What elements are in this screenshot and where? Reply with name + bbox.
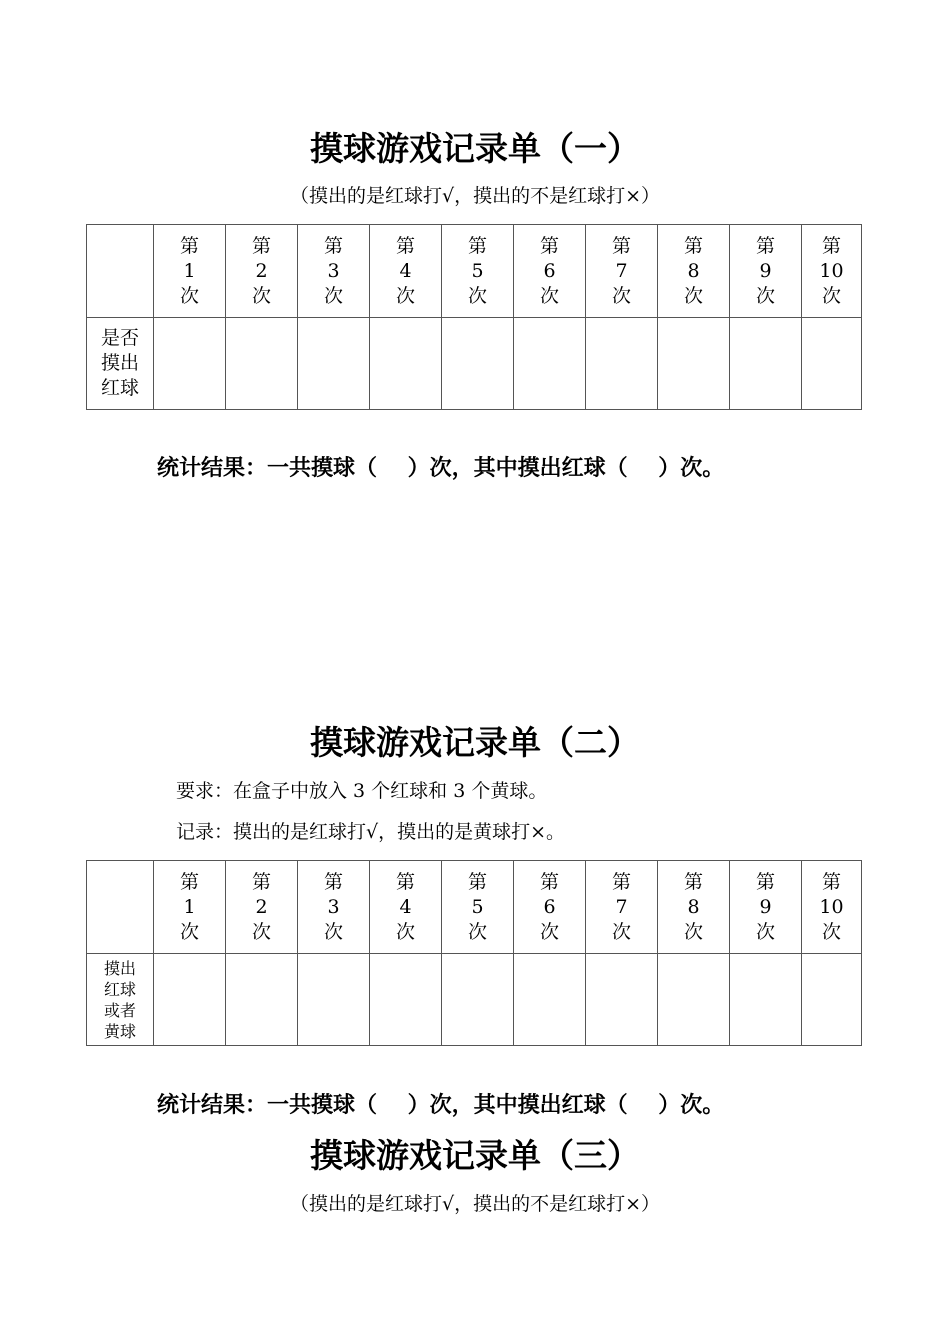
column-header: 第 9 次 xyxy=(730,861,802,954)
column-header: 第 3 次 xyxy=(298,861,370,954)
column-header: 第 1 次 xyxy=(154,861,226,954)
column-header: 第 6 次 xyxy=(514,861,586,954)
corner-cell xyxy=(87,225,154,318)
entry-cell[interactable] xyxy=(802,954,862,1046)
entry-cell[interactable] xyxy=(442,954,514,1046)
entry-cell[interactable] xyxy=(370,954,442,1046)
sheet2-record-table xyxy=(86,860,862,1046)
entry-cell[interactable] xyxy=(514,954,586,1046)
table-row xyxy=(87,954,862,1046)
corner-cell xyxy=(87,861,154,954)
column-header: 第 8 次 xyxy=(658,225,730,318)
sheet1-summary: 统计结果：一共摸球（ ）次，其中摸出红球（ ）次。 xyxy=(157,455,725,481)
column-header: 第 4 次 xyxy=(370,225,442,318)
column-header: 第 8 次 xyxy=(658,861,730,954)
row-label: 摸出 红球 或者 黄球 xyxy=(87,954,154,1046)
entry-cell[interactable] xyxy=(802,318,862,410)
entry-cell[interactable] xyxy=(226,318,298,410)
sheet3-instruction: （摸出的是红球打√，摸出的不是红球打×） xyxy=(289,1193,661,1215)
entry-cell[interactable] xyxy=(586,954,658,1046)
entry-cell[interactable] xyxy=(658,318,730,410)
table-header-row xyxy=(87,861,862,954)
entry-cell[interactable] xyxy=(370,318,442,410)
column-header: 第 10 次 xyxy=(802,225,862,318)
entry-cell[interactable] xyxy=(586,318,658,410)
sheet1-instruction: （摸出的是红球打√，摸出的不是红球打×） xyxy=(289,185,661,207)
column-header: 第 1 次 xyxy=(154,225,226,318)
column-header: 第 10 次 xyxy=(802,861,862,954)
entry-cell[interactable] xyxy=(514,318,586,410)
sheet2-summary: 统计结果：一共摸球（ ）次，其中摸出红球（ ）次。 xyxy=(157,1092,725,1118)
entry-cell[interactable] xyxy=(730,318,802,410)
column-header: 第 6 次 xyxy=(514,225,586,318)
column-header: 第 5 次 xyxy=(442,225,514,318)
column-header: 第 3 次 xyxy=(298,225,370,318)
sheet3-title: 摸球游戏记录单（三） xyxy=(310,1136,640,1175)
column-header: 第 2 次 xyxy=(226,861,298,954)
entry-cell[interactable] xyxy=(298,318,370,410)
column-header: 第 2 次 xyxy=(226,225,298,318)
entry-cell[interactable] xyxy=(730,954,802,1046)
sheet1-record-table xyxy=(86,224,862,410)
entry-cell[interactable] xyxy=(226,954,298,1046)
sheet2-requirement: 要求：在盒子中放入 3 个红球和 3 个黄球。 xyxy=(176,780,548,802)
column-header: 第 5 次 xyxy=(442,861,514,954)
row-label: 是否 摸出 红球 xyxy=(87,318,154,410)
entry-cell[interactable] xyxy=(298,954,370,1046)
entry-cell[interactable] xyxy=(658,954,730,1046)
sheet2-record-rule: 记录：摸出的是红球打√，摸出的是黄球打×。 xyxy=(176,821,566,843)
column-header: 第 7 次 xyxy=(586,225,658,318)
column-header: 第 9 次 xyxy=(730,225,802,318)
sheet1-title: 摸球游戏记录单（一） xyxy=(310,129,640,168)
entry-cell[interactable] xyxy=(154,954,226,1046)
table-row xyxy=(87,318,862,410)
entry-cell[interactable] xyxy=(154,318,226,410)
table-header-row xyxy=(87,225,862,318)
column-header: 第 4 次 xyxy=(370,861,442,954)
entry-cell[interactable] xyxy=(442,318,514,410)
sheet2-title: 摸球游戏记录单（二） xyxy=(310,723,640,762)
column-header: 第 7 次 xyxy=(586,861,658,954)
